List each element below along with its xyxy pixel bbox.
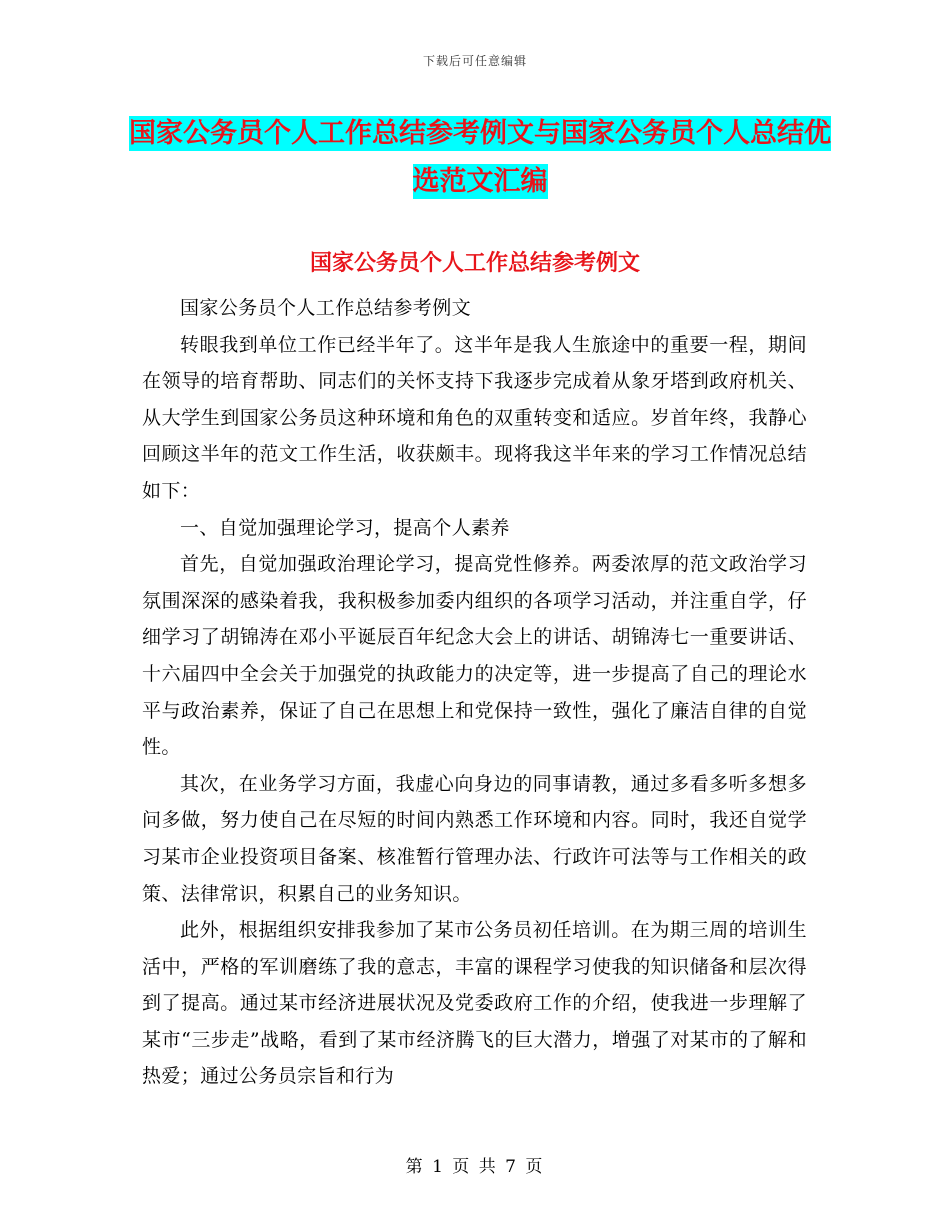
paragraph: 国家公务员个人工作总结参考例文 (180, 297, 472, 319)
paragraph: 其次，在业务学习方面，我虚心向身边的同事请教，通过多看多听多想多问多做，努力使自己在尽短的时间内熟悉工作环境和内容。同时，我还自觉学习某市企业投资项目备案、核准暂行管理办法、行政许可法等与工作相关的政策、法律常识，积累自己的业务知识。 (142, 772, 807, 905)
paragraph: 首先，自觉加强政治理论学习，提高党性修养。两委浓厚的范文政治学习氛围深深的感染着我，我积极参加委内组织的各项学习活动，并注重自学，仔细学习了胡锦涛在邓小平诞辰百年纪念大会上的讲话、胡锦涛七一重要讲话、十六届四中全会关于加强党的执政能力的决定等，进一步提高了自己的理论水平与政治素养，保证了自己在思想上和党保持一致性，强化了廉洁自律的自觉性。 (142, 553, 807, 759)
paragraph: 此外，根据组织安排我参加了某市公务员初任培训。在为期三周的培训生活中，严格的军训磨练了我的意志，丰富的课程学习使我的知识储备和层次得到了提高。通过某市经济进展状况及党委政府工作的介绍，使我进一步理解了某市“三步走”战略，看到了某市经济腾飞的巨大潜力，增强了对某市的了解和热爱；通过公务员宗旨和行为 (142, 919, 807, 1088)
section-title: 国家公务员个人工作总结参考例文 (309, 251, 640, 276)
document-body (142, 290, 807, 1095)
document-title (120, 110, 840, 206)
page-number: 第 1 页 共 7 页 (405, 1157, 545, 1177)
paragraph: 转眼我到单位工作已经半年了。这半年是我人生旅途中的重要一程，期间在领导的培育帮助、同志们的关怀支持下我逐步完成着从象牙塔到政府机关、从大学生到国家公务员这种环境和角色的双重转变和适应。岁首年终，我静心回顾这半年的范文工作生活，收获颇丰。现将我这半年来的学习工作情况总结如下： (142, 333, 807, 502)
header-note: 下载后可任意编辑 (422, 54, 527, 68)
paragraph-heading: 一、自觉加强理论学习，提高个人素养 (180, 516, 510, 539)
document-title-text: 国家公务员个人工作总结参考例文与国家公务员个人总结优选范文汇编 (129, 118, 831, 197)
